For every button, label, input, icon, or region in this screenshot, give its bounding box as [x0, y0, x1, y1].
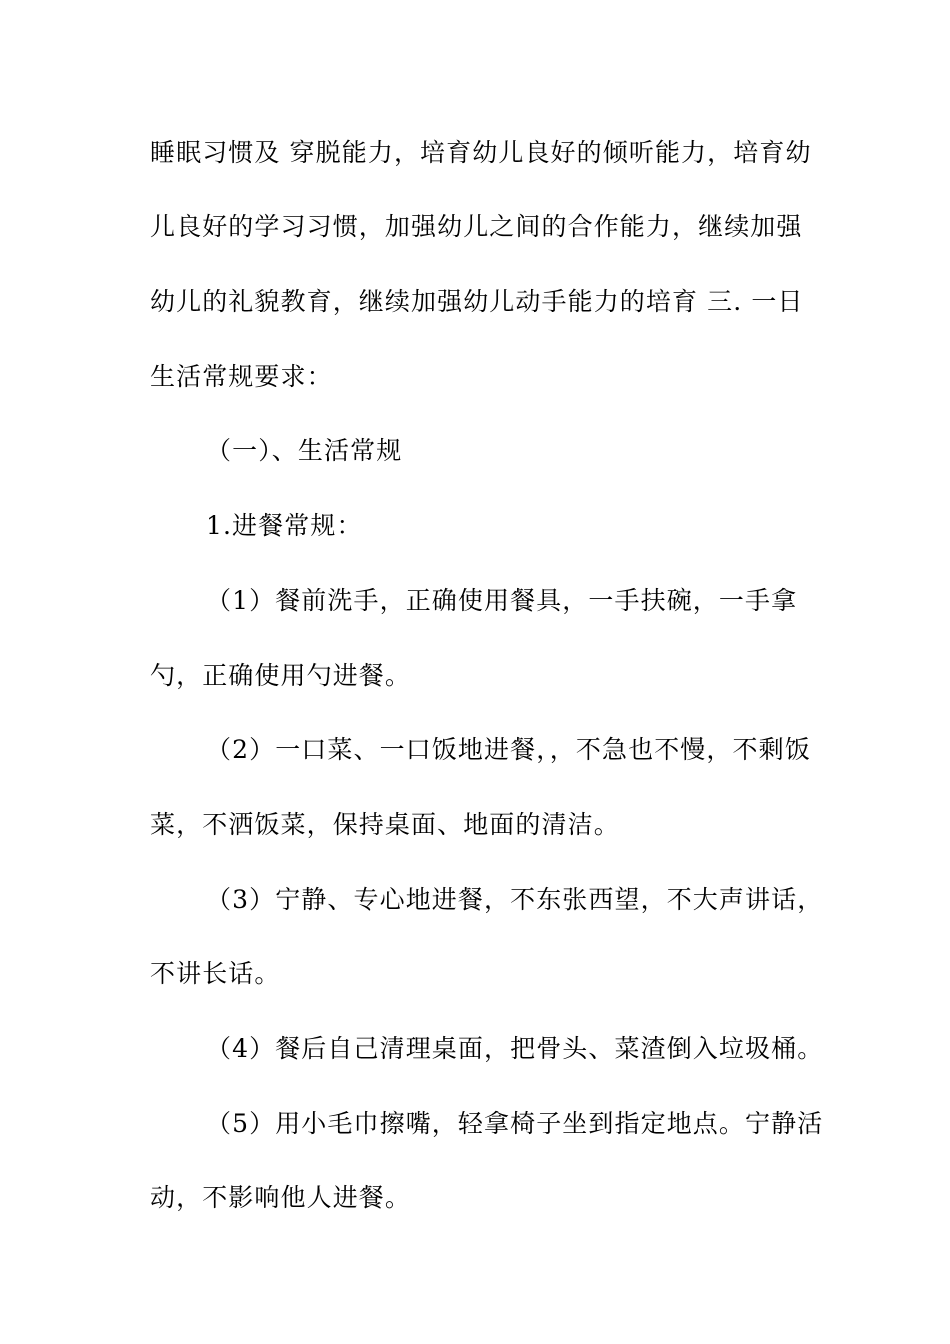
list-item-3-line-1: （3）宁静、专心地进餐，不东张西望，不大声讲话， — [206, 885, 824, 914]
subsection-heading: 1.进餐常规： — [206, 511, 363, 540]
list-item-4: （4）餐后自己清理桌面，把骨头、菜渣倒入垃圾桶。 — [206, 1034, 824, 1063]
list-item-3-line-2: 不讲长话。 — [150, 959, 281, 988]
paragraph-line-3: 幼儿的礼貌教育，继续加强幼儿动手能力的培育 三. 一日 — [150, 287, 804, 316]
paragraph-line-1: 睡眠习惯及 穿脱能力，培育幼儿良好的倾听能力，培育幼 — [150, 138, 812, 167]
list-item-1-line-2: 勺，正确使用勺进餐。 — [150, 661, 412, 690]
list-item-2-line-1: （2）一口菜、一口饭地进餐，，不急也不慢，不剩饭 — [206, 735, 811, 764]
list-item-1-line-1: （1）餐前洗手，正确使用餐具，一手扶碗，一手拿 — [206, 586, 798, 615]
list-item-5-line-1: （5）用小毛巾擦嘴，轻拿椅子坐到指定地点。宁静活 — [206, 1109, 824, 1138]
paragraph-line-2: 儿良好的学习习惯，加强幼儿之间的合作能力，继续加强 — [150, 212, 803, 241]
list-item-2-line-2: 菜，不洒饭菜，保持桌面、地面的清洁。 — [150, 810, 620, 839]
list-item-5-line-2: 动，不影响他人进餐。 — [150, 1183, 412, 1212]
paragraph-line-4: 生活常规要求： — [150, 362, 333, 391]
section-heading: （一）、生活常规 — [206, 436, 403, 465]
